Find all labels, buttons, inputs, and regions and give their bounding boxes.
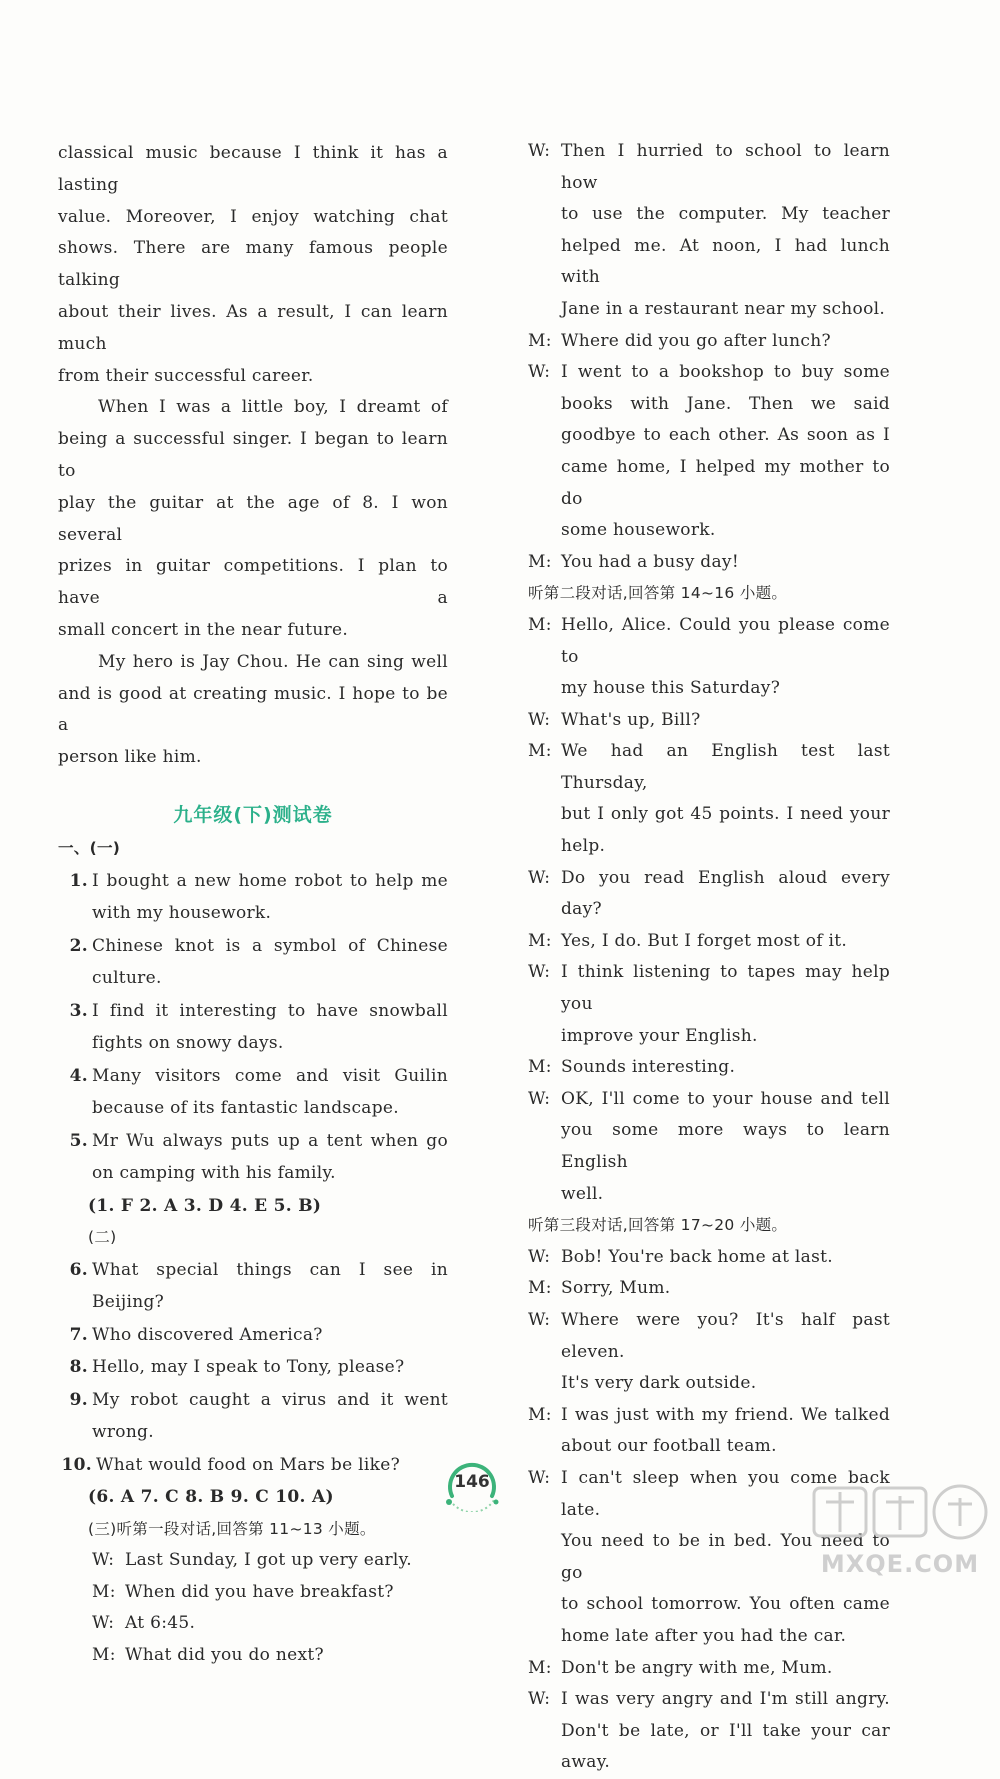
dialog-text: Hello, Alice. Could you please come to	[561, 614, 890, 667]
item-text: Many visitors come and visit Guilin	[92, 1065, 448, 1086]
dialog-line	[528, 1684, 890, 1779]
dialog-line	[528, 1305, 890, 1400]
text-line: about their lives. As a result, I can learn much	[58, 301, 448, 354]
item-text: What special things can I see in Beijing?	[92, 1259, 448, 1313]
item-number: 2.	[69, 935, 88, 956]
dialog-text: Where were you? It's half past eleven.	[561, 1309, 890, 1362]
item-text: My robot caught a virus and it went	[92, 1389, 448, 1410]
dialog-text: my house this Saturday?	[561, 678, 781, 699]
watermark-logo-icon	[808, 1478, 993, 1582]
dialog-text: about our football team.	[561, 1436, 777, 1457]
item-text: I bought a new home robot to help me	[92, 870, 448, 891]
speaker-label: W:	[528, 1246, 551, 1267]
answer-key: (1. F 2. A 3. D 4. E 5. B)	[88, 1195, 322, 1216]
dialog-2-label: 听第二段对话,回答第 14~16 小题。	[528, 584, 788, 603]
dialog-text: goodbye to each other. As soon as I	[561, 425, 890, 446]
dialog-text: to school tomorrow. You often came	[561, 1594, 890, 1615]
dialog-text: came home, I helped my mother to do	[561, 456, 890, 509]
list-item	[58, 1254, 448, 1319]
speaker-label: W:	[92, 1613, 115, 1634]
dialog-line	[528, 863, 890, 926]
item-text: with my housework.	[92, 903, 272, 924]
dialog-text: Jane in a restaurant near my school.	[561, 298, 886, 319]
speaker-label: M:	[528, 1057, 552, 1078]
item-text: Mr Wu always puts up a tent when go	[92, 1130, 448, 1151]
text-line: small concert in the near future.	[58, 619, 349, 640]
text-line: classical music because I think it has a lasting	[58, 143, 448, 195]
part-label: 一、(一)	[58, 838, 121, 857]
paragraph-3	[58, 647, 448, 774]
dialog-line	[528, 1400, 890, 1463]
dialog-line	[528, 926, 890, 958]
dialog-line	[92, 1608, 448, 1640]
dialog-line	[528, 1052, 890, 1084]
dialog-text: Don't be late, or I'll take your car	[561, 1720, 890, 1741]
item-text: wrong.	[92, 1422, 154, 1443]
item-text: Hello, may I speak to Tony, please?	[92, 1357, 405, 1378]
dialog-line	[528, 736, 890, 862]
dialog-line	[528, 1084, 890, 1210]
dialog-text: You need to be in bed. You need to go	[561, 1531, 890, 1583]
dialog-text: When did you have breakfast?	[125, 1581, 394, 1602]
item-text: on camping with his family.	[92, 1163, 336, 1184]
speaker-label: W:	[528, 1689, 551, 1710]
page-number	[440, 1456, 504, 1512]
dialog-line	[528, 1273, 890, 1305]
dialog-text: home late after you had the car.	[561, 1625, 847, 1646]
dialog-text: It's very dark outside.	[561, 1373, 757, 1394]
speaker-label: M:	[528, 330, 552, 351]
speaker-label: M:	[528, 930, 552, 951]
dialog-text: I was very angry and I'm still angry.	[561, 1689, 890, 1710]
list-item	[58, 930, 448, 995]
answer-key: (6. A 7. C 8. B 9. C 10. A)	[88, 1487, 334, 1508]
speaker-label: W:	[528, 362, 551, 383]
list-item	[58, 1384, 448, 1449]
item-text: culture.	[92, 968, 162, 989]
items-part-1	[58, 865, 448, 1190]
part-label: (二)	[88, 1228, 117, 1247]
speaker-label: W:	[528, 1309, 551, 1330]
dialog-text: but I only got 45 points. I need your	[561, 804, 890, 825]
item-number: 8.	[69, 1357, 88, 1378]
dialog-line	[528, 1653, 890, 1685]
dialog-text: Sounds interesting.	[561, 1057, 736, 1078]
watermark	[808, 1478, 993, 1582]
speaker-label: W:	[528, 1088, 551, 1109]
item-text: Who discovered America?	[92, 1324, 323, 1345]
dialog-line	[92, 1577, 448, 1609]
text-line: person like him.	[58, 747, 202, 768]
speaker-label: W:	[528, 1467, 551, 1488]
item-number: 5.	[69, 1130, 88, 1151]
dialog-text: I went to a bookshop to buy some	[561, 362, 890, 383]
text-line: value. Moreover, I enjoy watching chat	[58, 206, 448, 227]
dialog-line	[528, 136, 890, 326]
dialog-text: Sorry, Mum.	[561, 1278, 671, 1299]
text-line: shows. There are many famous people talking	[58, 238, 448, 291]
dialog-text: Don't be angry with me, Mum.	[561, 1657, 833, 1678]
dialog-text: away.	[561, 1752, 611, 1773]
dialog-line	[528, 1242, 890, 1274]
speaker-label: M:	[92, 1581, 116, 1602]
dialog-line	[528, 957, 890, 1052]
text-line: When I was a little boy, I dreamt of	[98, 397, 448, 418]
list-item	[58, 865, 448, 930]
dialog-text: Then I hurried to school to learn how	[561, 141, 890, 193]
dialog-text: Where did you go after lunch?	[561, 330, 831, 351]
text-line: play the guitar at the age of 8. I won several	[58, 492, 448, 545]
speaker-label: M:	[528, 1278, 552, 1299]
item-text: What would food on Mars be like?	[96, 1454, 400, 1475]
dialog-text: You had a busy day!	[561, 551, 739, 572]
dialog-text: Last Sunday, I got up very early.	[125, 1550, 413, 1571]
speaker-label: M:	[528, 741, 552, 762]
item-number: 6.	[69, 1259, 88, 1280]
text-line: prizes in guitar competitions. I plan to have a	[58, 556, 448, 609]
dialog-text: What did you do next?	[125, 1645, 324, 1665]
dialog-3-label: 听第三段对话,回答第 17~20 小题。	[528, 1216, 788, 1235]
dialog-2	[528, 610, 890, 1210]
dialog-line	[528, 547, 890, 579]
item-number: 3.	[69, 1000, 88, 1021]
section-title: 九年级(下)测试卷	[173, 803, 333, 826]
speaker-label: W:	[528, 962, 551, 983]
dialog-text: Do you read English aloud every day?	[561, 867, 890, 920]
dialog-line	[92, 1640, 448, 1672]
speaker-label: M:	[528, 551, 552, 572]
list-item	[58, 1449, 448, 1482]
paragraph-2	[58, 392, 448, 646]
item-number: 10.	[61, 1454, 92, 1475]
dialog-text: What's up, Bill?	[561, 709, 701, 730]
speaker-label: M:	[528, 1657, 552, 1678]
dialog-line	[528, 326, 890, 358]
list-item	[58, 1060, 448, 1125]
dialog-text: help.	[561, 836, 606, 857]
text-line: being a successful singer. I began to learn to	[58, 429, 448, 481]
text-line: My hero is Jay Chou. He can sing well	[98, 651, 448, 672]
dialog-line	[528, 705, 890, 737]
paragraph-1	[58, 138, 448, 392]
speaker-label: W:	[92, 1550, 115, 1571]
dialog-text: I can't sleep when you come back late.	[561, 1467, 890, 1520]
speaker-label: W:	[528, 709, 551, 730]
dialog-text: you some more ways to learn English	[561, 1120, 890, 1172]
left-column	[58, 138, 448, 1672]
dialog-text: some housework.	[561, 520, 716, 541]
dialog-text: We had an English test last Thursday,	[561, 741, 890, 793]
dialog-text: improve your English.	[561, 1025, 758, 1046]
items-part-2	[58, 1254, 448, 1482]
dialog-1	[58, 1545, 448, 1671]
item-number: 9.	[69, 1389, 88, 1410]
speaker-label: M:	[92, 1645, 116, 1665]
speaker-label: M:	[528, 1404, 552, 1425]
dialog-line	[92, 1545, 448, 1577]
dialog-text: At 6:45.	[125, 1613, 196, 1634]
dialog-text: to use the computer. My teacher	[561, 204, 890, 225]
dialog-text: I was just with my friend. We talked	[561, 1404, 890, 1425]
dialog-text: OK, I'll come to your house and tell	[561, 1088, 890, 1109]
page-number-text: 146	[454, 1472, 490, 1492]
item-number: 1.	[69, 870, 88, 891]
item-number: 7.	[69, 1324, 88, 1345]
list-item	[58, 1125, 448, 1190]
dialog-text: Bob! You're back home at last.	[561, 1246, 833, 1267]
part-label: (三)听第一段对话,回答第 11~13 小题。	[88, 1519, 376, 1538]
text-line: and is good at creating music. I hope to be a	[58, 683, 448, 736]
dialog-text: well.	[561, 1183, 604, 1204]
item-text: fights on snowy days.	[92, 1033, 284, 1054]
item-text: Chinese knot is a symbol of Chinese	[92, 935, 448, 956]
dialog-text: I think listening to tapes may help you	[561, 962, 890, 1015]
dialog-text: Yes, I do. But I forget most of it.	[561, 930, 848, 951]
dialog-text: helped me. At noon, I had lunch with	[561, 235, 890, 288]
speaker-label: W:	[528, 867, 551, 888]
list-item	[58, 995, 448, 1060]
speaker-label: W:	[528, 141, 551, 161]
text-line: from their successful career.	[58, 365, 314, 386]
dialog-text: books with Jane. Then we said	[561, 393, 890, 414]
item-text: because of its fantastic landscape.	[92, 1098, 399, 1119]
item-number: 4.	[69, 1065, 88, 1086]
list-item	[58, 1351, 448, 1384]
dialog-line	[528, 610, 890, 705]
svg-text:MXQE.COM: MXQE.COM	[820, 1550, 980, 1578]
dialog-1-continued	[528, 136, 890, 578]
speaker-label: M:	[528, 614, 552, 635]
item-text: I find it interesting to have snowball	[92, 1000, 448, 1021]
dialog-line	[528, 357, 890, 547]
list-item	[58, 1319, 448, 1352]
